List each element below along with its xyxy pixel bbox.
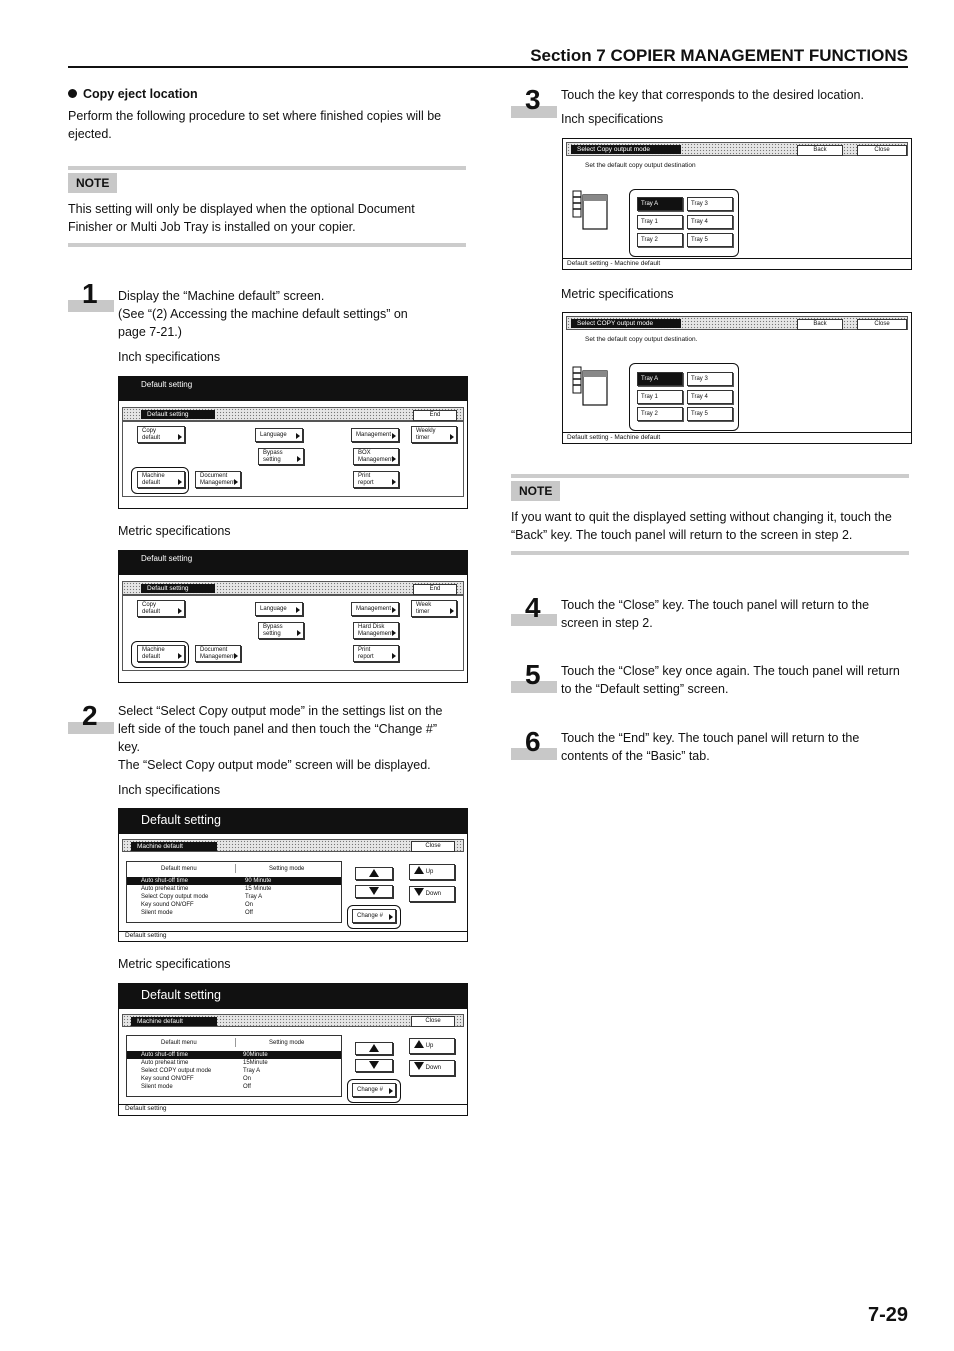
step-3-text: Touch the key that corresponds to the desired location.	[561, 88, 864, 102]
step-5-text: Touch the “Close” key once again. The touch panel will return to the “Default setting” screen.	[561, 664, 900, 696]
document-management-button[interactable]: Document Management	[195, 645, 241, 662]
table-row[interactable]: Key sound ON/OFF On	[141, 902, 254, 908]
panel-description: Set the default copy output destination	[585, 162, 696, 169]
note-label: NOTE	[511, 481, 560, 501]
tray-5-button[interactable]: Tray 5	[687, 233, 733, 247]
tab-default-setting: Default setting	[141, 410, 215, 419]
triangle-up-icon	[369, 1044, 379, 1052]
scroll-down-button[interactable]	[355, 1059, 393, 1072]
inch-spec-label: Inch specifications	[118, 350, 221, 364]
step-number-1: 1	[68, 280, 114, 314]
scroll-up-button[interactable]	[355, 1042, 393, 1055]
tab-select-copy-output-mode: Select COPY output mode	[571, 319, 681, 328]
panel-footer: Default setting - Machine default	[567, 434, 661, 441]
tray-4-button[interactable]: Tray 4	[687, 390, 733, 404]
scroll-up-button[interactable]	[355, 867, 393, 880]
triangle-down-icon	[414, 888, 424, 896]
back-button[interactable]: Back	[797, 145, 843, 156]
triangle-down-icon	[414, 1062, 424, 1070]
inch-spec-label: Inch specifications	[118, 783, 221, 797]
tab-machine-default: Machine default	[131, 1017, 217, 1026]
print-report-button[interactable]: Print report	[353, 645, 399, 662]
triangle-down-icon	[369, 1061, 379, 1069]
step-4-text: Touch the “Close” key. The touch panel will return to the screen in step 2.	[561, 598, 870, 630]
close-button[interactable]: Close	[857, 319, 907, 330]
bypass-setting-button[interactable]: Bypass setting	[258, 448, 304, 465]
bypass-setting-button[interactable]: Bypass setting	[258, 622, 304, 639]
management-button[interactable]: Management	[351, 602, 399, 616]
down-button[interactable]: Down	[409, 1060, 455, 1076]
step-number-3: 3	[511, 86, 557, 120]
tab-machine-default: Machine default	[131, 842, 217, 851]
tray-2-button[interactable]: Tray 2	[637, 407, 683, 421]
copy-default-button[interactable]: Copy default	[137, 600, 185, 617]
table-row[interactable]: Auto preheat time 15Minute	[141, 1060, 268, 1066]
triangle-up-icon	[369, 869, 379, 877]
up-button[interactable]: Up	[409, 864, 455, 880]
end-button[interactable]: End	[413, 410, 457, 421]
table-row[interactable]: Select Copy output mode Tray A	[141, 894, 263, 900]
change-button[interactable]: Change #	[352, 1083, 396, 1097]
hard-disk-management-button[interactable]: Hard Disk Management	[353, 622, 399, 639]
settings-table: Default menu Setting mode Auto shut-off time 90Minute Auto preheat time 15Minute Select COPY output mode Tray A Key sound ON/OFF On Silent mode Off	[126, 1035, 342, 1097]
print-report-button[interactable]: Print report	[353, 471, 399, 488]
output-mode-panel-metric	[562, 312, 912, 444]
section-title: Section 7 COPIER MANAGEMENT FUNCTIONS	[530, 46, 908, 65]
note-text: If you want to quit the displayed setting without changing it, touch the “Back” key. The touch panel will return to the screen in step 2.	[511, 510, 892, 542]
page-number: 7-29	[867, 1304, 908, 1326]
back-button[interactable]: Back	[797, 319, 843, 330]
machine-default-panel-metric: Default setting Machine default Close Default menu Setting mode Auto shut-off time 90Minute Auto preheat time 15Minute Select COPY output mode Tray A Key sound ON/OFF On Silent mode Off Up Down Change # Default setting	[118, 983, 468, 1116]
table-row[interactable]: Silent mode Off	[141, 910, 253, 916]
note-box	[68, 166, 466, 247]
end-button[interactable]: End	[413, 584, 457, 595]
table-row[interactable]: Auto shut-off time 90Minute	[127, 1051, 341, 1059]
tray-4-button[interactable]: Tray 4	[687, 215, 733, 229]
close-button[interactable]: Close	[411, 841, 455, 852]
tray-2-button[interactable]: Tray 2	[637, 233, 683, 247]
tab-default-setting: Default setting	[141, 584, 215, 593]
change-button[interactable]: Change #	[352, 909, 396, 923]
triangle-down-icon	[369, 887, 379, 895]
step-1-text: Display the “Machine default” screen. (See “(2) Accessing the machine default settings” on page 7-21.)	[118, 289, 408, 339]
default-setting-panel-metric: Default setting Default setting End Copy default Language Management Week timer Bypass setting Hard Disk Management Machine default Document Management Print report	[118, 550, 468, 683]
panel-footer: Default setting - Machine default	[567, 260, 661, 267]
tab-select-copy-output-mode: Select Copy output mode	[571, 145, 681, 154]
step-number-2: 2	[68, 702, 114, 736]
note-label: NOTE	[68, 173, 117, 193]
intro-heading: Copy eject location	[68, 87, 198, 101]
triangle-up-icon	[414, 866, 424, 874]
step-number-6: 6	[511, 728, 557, 762]
weekly-timer-button[interactable]: Weekly timer	[411, 426, 457, 443]
table-row[interactable]: Auto preheat time 15 Minute	[141, 886, 272, 892]
machine-default-button[interactable]: Machine default	[137, 645, 185, 662]
table-row[interactable]: Key sound ON/OFF On	[141, 1076, 252, 1082]
metric-spec-label: Metric specifications	[118, 524, 231, 538]
tray-a-button[interactable]: Tray A	[637, 197, 683, 211]
tray-3-button[interactable]: Tray 3	[687, 197, 733, 211]
week-timer-button[interactable]: Week timer	[411, 600, 457, 617]
up-button[interactable]: Up	[409, 1038, 455, 1054]
close-button[interactable]: Close	[411, 1016, 455, 1027]
tray-a-button[interactable]: Tray A	[637, 372, 683, 386]
scroll-down-button[interactable]	[355, 885, 393, 898]
table-row[interactable]: Select COPY output mode Tray A	[141, 1068, 261, 1074]
panel-footer: Default setting	[125, 932, 167, 939]
tray-5-button[interactable]: Tray 5	[687, 407, 733, 421]
inch-spec-label: Inch specifications	[561, 112, 664, 126]
copier-icon	[571, 187, 613, 231]
tray-1-button[interactable]: Tray 1	[637, 390, 683, 404]
bullet-icon	[68, 89, 77, 98]
document-management-button[interactable]: Document Management	[195, 471, 241, 488]
note-box	[511, 474, 909, 555]
step-2-text: Select “Select Copy output mode” in the settings list on the left side of the touch panel and then touch the “Change #” key. The “Select Copy output mode” screen will be displayed.	[118, 704, 443, 772]
language-button[interactable]: Language	[255, 602, 303, 616]
copy-default-button[interactable]: Copy default	[137, 426, 185, 443]
settings-table: Default menu Setting mode Auto shut-off time 90 Minute Auto preheat time 15 Minute Select Copy output mode Tray A Key sound ON/OFF On Silent mode Off	[126, 861, 342, 923]
step-number-5: 5	[511, 661, 557, 695]
copier-icon	[571, 363, 613, 407]
note-text: This setting will only be displayed when the optional Document Finisher or Multi Job Tray is installed on your copier.	[68, 202, 415, 234]
tray-3-button[interactable]: Tray 3	[687, 372, 733, 386]
tray-1-button[interactable]: Tray 1	[637, 215, 683, 229]
output-mode-panel-inch	[562, 138, 912, 270]
default-setting-panel-inch: Default setting Default setting End Copy default Language Management Weekly timer Bypass setting BOX Management Machine default Document Management Print report	[118, 376, 468, 509]
header-rule	[68, 66, 908, 68]
step-6-text: Touch the “End” key. The touch panel will return to the contents of the “Basic” tab.	[561, 731, 860, 763]
machine-default-button[interactable]: Machine default	[137, 471, 185, 488]
table-row[interactable]: Silent mode Off	[141, 1084, 251, 1090]
table-row[interactable]: Auto shut-off time 90 Minute	[127, 877, 341, 885]
box-management-button[interactable]: BOX Management	[353, 448, 399, 465]
language-button[interactable]: Language	[255, 428, 303, 442]
close-button[interactable]: Close	[857, 145, 907, 156]
intro-text: Perform the following procedure to set where finished copies will be ejected.	[68, 109, 442, 141]
down-button[interactable]: Down	[409, 886, 455, 902]
triangle-up-icon	[414, 1040, 424, 1048]
metric-spec-label: Metric specifications	[561, 287, 674, 301]
step-number-4: 4	[511, 594, 557, 628]
panel-description: Set the default copy output destination.	[585, 336, 698, 343]
management-button[interactable]: Management	[351, 428, 399, 442]
machine-default-panel-inch: Default setting Machine default Close Default menu Setting mode Auto shut-off time 90 Minute Auto preheat time 15 Minute Select Copy output mode Tray A Key sound ON/OFF On Silent mode Off Up Down Change # Default setting	[118, 808, 468, 942]
panel-footer: Default setting	[125, 1105, 167, 1112]
metric-spec-label: Metric specifications	[118, 957, 231, 971]
